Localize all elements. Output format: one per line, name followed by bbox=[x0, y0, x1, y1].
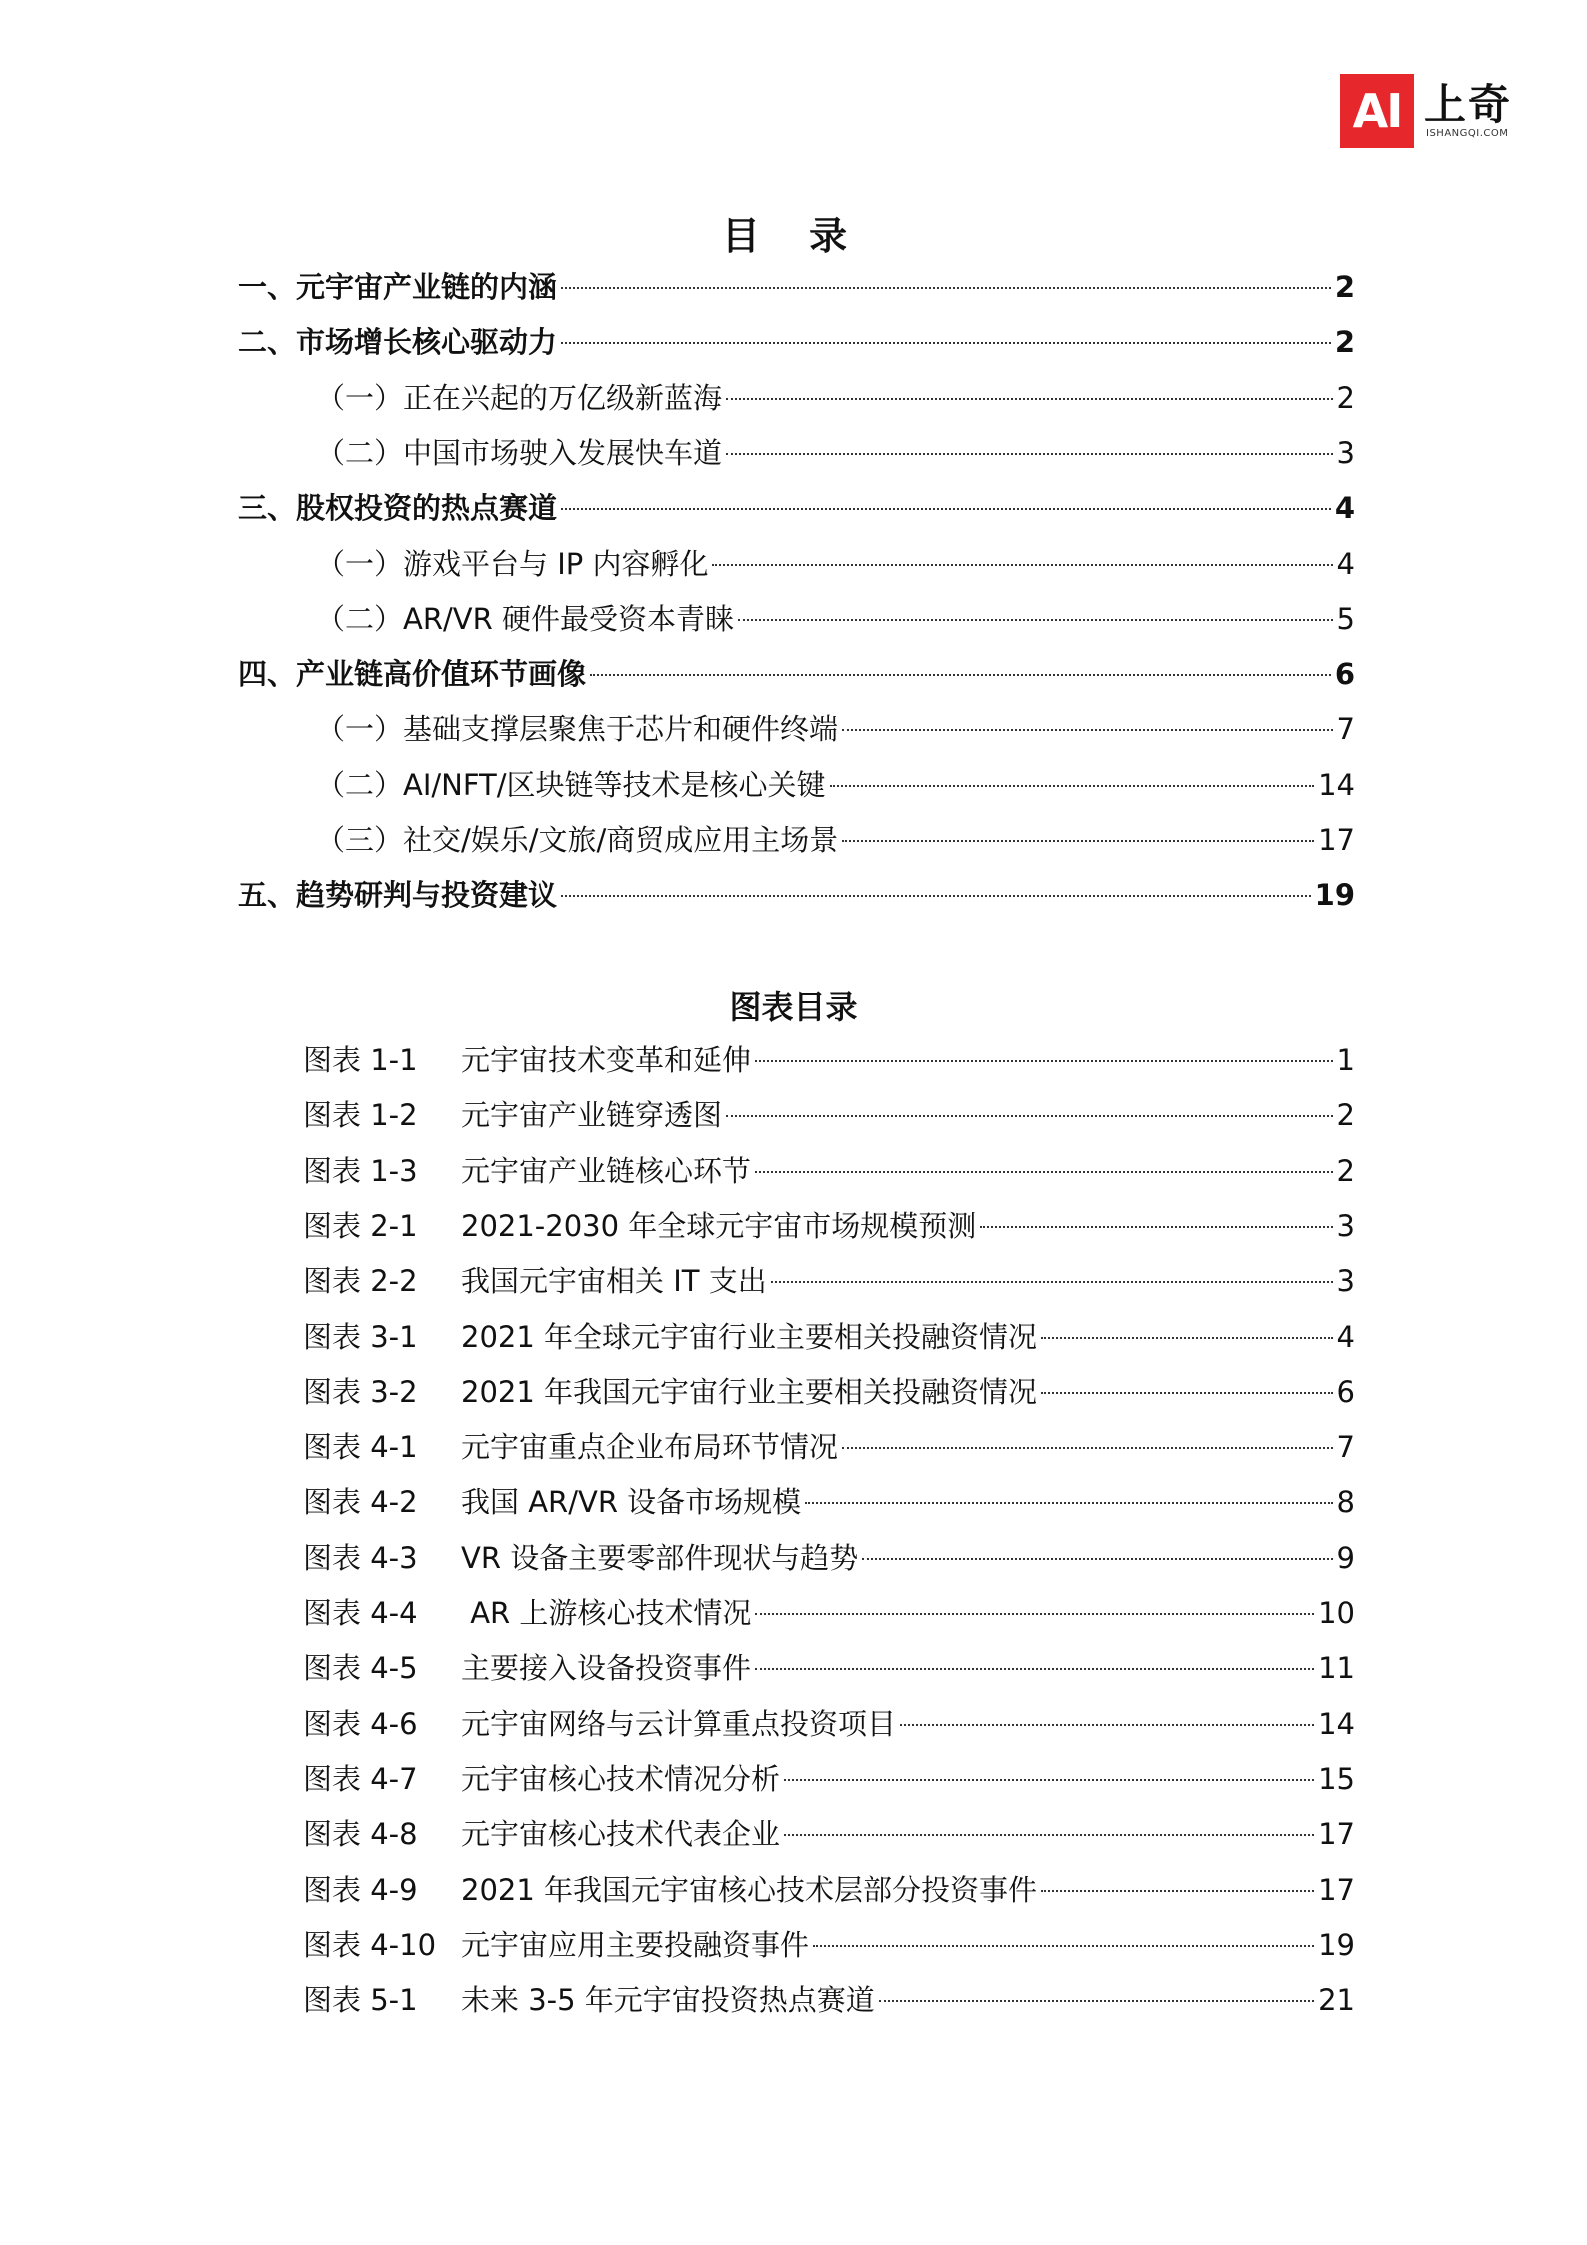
logo-mark bbox=[1340, 74, 1414, 148]
figure-entry-number: 图表 4-2 bbox=[303, 1485, 418, 1519]
figure-entry-page: 11 bbox=[1318, 1651, 1355, 1685]
toc-entry[interactable] bbox=[238, 488, 1355, 528]
logo-mark-text: AI bbox=[1352, 84, 1402, 138]
dot-leader bbox=[842, 729, 1333, 731]
logo-url: ISHANGQI.COM bbox=[1426, 128, 1509, 139]
toc-entry[interactable] bbox=[316, 544, 1355, 584]
figure-entry-number: 图表 4-9 bbox=[303, 1873, 418, 1907]
figure-entry-label: 元宇宙产业链核心环节 bbox=[461, 1154, 752, 1188]
toc-entry-page: 19 bbox=[1314, 878, 1355, 912]
figure-entry-page: 2 bbox=[1336, 1154, 1355, 1188]
toc-entry-label: （三）社交/娱乐/文旅/商贸成应用主场景 bbox=[316, 823, 839, 857]
figure-entry-label: 2021-2030 年全球元宇宙市场规模预测 bbox=[461, 1209, 977, 1243]
toc-entry-label: 五、趋势研判与投资建议 bbox=[238, 878, 558, 912]
dot-leader bbox=[1041, 1392, 1333, 1394]
figure-entry[interactable] bbox=[303, 1704, 1355, 1744]
figure-entry-label: 元宇宙产业链穿透图 bbox=[461, 1098, 723, 1132]
dot-leader bbox=[738, 619, 1333, 621]
dot-leader bbox=[561, 342, 1331, 344]
logo-name: 上奇 bbox=[1424, 80, 1513, 129]
dot-leader bbox=[726, 453, 1333, 455]
figure-entry-number: 图表 4-8 bbox=[303, 1817, 418, 1851]
figure-entry[interactable] bbox=[303, 1538, 1355, 1578]
figure-list-title: 图表目录 bbox=[729, 988, 858, 1026]
figure-entry-page: 15 bbox=[1318, 1762, 1355, 1796]
figure-entry-label: 主要接入设备投资事件 bbox=[461, 1651, 752, 1685]
figure-entry-number: 图表 3-1 bbox=[303, 1320, 418, 1354]
dot-leader bbox=[805, 1502, 1332, 1504]
figure-entry[interactable] bbox=[303, 1482, 1355, 1522]
figure-entry[interactable] bbox=[303, 1648, 1355, 1688]
dot-leader bbox=[784, 1779, 1314, 1781]
figure-entry-number: 图表 2-2 bbox=[303, 1264, 418, 1298]
dot-leader bbox=[755, 1060, 1333, 1062]
figure-entry-label: 2021 年我国元宇宙行业主要相关投融资情况 bbox=[461, 1375, 1038, 1409]
toc-entry-page: 14 bbox=[1318, 768, 1355, 802]
figure-entry[interactable] bbox=[303, 1870, 1355, 1910]
figure-entry-page: 9 bbox=[1336, 1541, 1355, 1575]
dot-leader bbox=[879, 2000, 1314, 2002]
dot-leader bbox=[842, 1447, 1333, 1449]
toc-entry[interactable] bbox=[316, 433, 1355, 473]
figure-entry-page: 3 bbox=[1336, 1264, 1355, 1298]
figure-entry[interactable] bbox=[303, 1040, 1355, 1080]
toc-entry[interactable] bbox=[238, 322, 1355, 362]
dot-leader bbox=[842, 840, 1314, 842]
figure-entry-page: 6 bbox=[1336, 1375, 1355, 1409]
figure-entry[interactable] bbox=[303, 1206, 1355, 1246]
dot-leader bbox=[813, 1945, 1314, 1947]
figure-entry-number: 图表 4-3 bbox=[303, 1541, 418, 1575]
figure-entry-page: 17 bbox=[1318, 1817, 1355, 1851]
toc-entry-page: 7 bbox=[1336, 712, 1355, 746]
toc-entry-page: 17 bbox=[1318, 823, 1355, 857]
dot-leader bbox=[900, 1724, 1314, 1726]
figure-entry-number: 图表 4-5 bbox=[303, 1651, 418, 1685]
figure-entry-label: 元宇宙应用主要投融资事件 bbox=[461, 1928, 810, 1962]
figure-entry-label: 元宇宙网络与云计算重点投资项目 bbox=[461, 1707, 897, 1741]
figure-entry[interactable] bbox=[303, 1317, 1355, 1357]
figure-entry-page: 1 bbox=[1336, 1043, 1355, 1077]
toc-entry[interactable] bbox=[238, 267, 1355, 307]
figure-entry-number: 图表 1-3 bbox=[303, 1154, 418, 1188]
toc-entry-page: 2 bbox=[1334, 270, 1355, 304]
dot-leader bbox=[1041, 1890, 1314, 1892]
figure-entry-page: 21 bbox=[1318, 1983, 1355, 2017]
figure-entry-number: 图表 2-1 bbox=[303, 1209, 418, 1243]
toc-entry-label: 四、产业链高价值环节画像 bbox=[238, 657, 587, 691]
toc-entry-label: （一）基础支撑层聚焦于芯片和硬件终端 bbox=[316, 712, 839, 746]
toc-entry-label: （一）游戏平台与 IP 内容孵化 bbox=[316, 547, 709, 581]
dot-leader bbox=[726, 398, 1333, 400]
figure-entry[interactable] bbox=[303, 1372, 1355, 1412]
toc-entry-label: （二）AI/NFT/区块链等技术是核心关键 bbox=[316, 768, 826, 802]
figure-entry-number: 图表 4-10 bbox=[303, 1928, 437, 1962]
toc-entry-page: 2 bbox=[1336, 381, 1355, 415]
figure-entry-page: 19 bbox=[1318, 1928, 1355, 1962]
figure-entry-page: 8 bbox=[1336, 1485, 1355, 1519]
brand-logo bbox=[1340, 74, 1530, 148]
figure-entry-number: 图表 1-1 bbox=[303, 1043, 418, 1077]
toc-title: 目 录 bbox=[721, 214, 866, 258]
dot-leader bbox=[771, 1281, 1333, 1283]
toc-entry-page: 2 bbox=[1334, 325, 1355, 359]
figure-entry-number: 图表 1-2 bbox=[303, 1098, 418, 1132]
toc-entry-label: 三、股权投资的热点赛道 bbox=[238, 491, 558, 525]
toc-entry-page: 6 bbox=[1334, 657, 1355, 691]
figure-entry-page: 10 bbox=[1318, 1596, 1355, 1630]
dot-leader bbox=[784, 1834, 1314, 1836]
toc-entry[interactable] bbox=[316, 765, 1355, 805]
figure-entry[interactable] bbox=[303, 1095, 1355, 1135]
figure-entry-label: 未来 3-5 年元宇宙投资热点赛道 bbox=[461, 1983, 875, 2017]
figure-entry-page: 14 bbox=[1318, 1707, 1355, 1741]
figure-entry[interactable] bbox=[303, 1151, 1355, 1191]
figure-entry-label: 2021 年我国元宇宙核心技术层部分投资事件 bbox=[461, 1873, 1038, 1907]
figure-entry-label: AR 上游核心技术情况 bbox=[461, 1596, 752, 1630]
figure-entry[interactable] bbox=[303, 1427, 1355, 1467]
toc-entry-page: 5 bbox=[1336, 602, 1355, 636]
figure-entry-label: 我国 AR/VR 设备市场规模 bbox=[461, 1485, 802, 1519]
dot-leader bbox=[561, 508, 1331, 510]
figure-entry-number: 图表 4-6 bbox=[303, 1707, 418, 1741]
toc-entry-page: 4 bbox=[1334, 491, 1355, 525]
figure-entry-label: 元宇宙核心技术情况分析 bbox=[461, 1762, 781, 1796]
toc-entry-label: （二）中国市场驶入发展快车道 bbox=[316, 436, 723, 470]
dot-leader bbox=[726, 1115, 1333, 1117]
toc-entry[interactable] bbox=[316, 599, 1355, 639]
dot-leader bbox=[862, 1558, 1332, 1560]
figure-entry-page: 7 bbox=[1336, 1430, 1355, 1464]
figure-entry-page: 4 bbox=[1336, 1320, 1355, 1354]
dot-leader bbox=[561, 287, 1331, 289]
figure-entry[interactable] bbox=[303, 1925, 1355, 1965]
figure-entry-page: 17 bbox=[1318, 1873, 1355, 1907]
figure-entry-page: 2 bbox=[1336, 1098, 1355, 1132]
figure-entry[interactable] bbox=[303, 1593, 1355, 1633]
toc-entry[interactable] bbox=[238, 654, 1355, 694]
figure-entry[interactable] bbox=[303, 1814, 1355, 1854]
toc-entry[interactable] bbox=[316, 709, 1355, 749]
dot-leader bbox=[755, 1613, 1314, 1615]
dot-leader bbox=[590, 674, 1331, 676]
toc-entry[interactable] bbox=[238, 875, 1355, 915]
figure-entry-number: 图表 4-4 bbox=[303, 1596, 418, 1630]
toc-entry-label: 一、元宇宙产业链的内涵 bbox=[238, 270, 558, 304]
figure-entry-label: VR 设备主要零部件现状与趋势 bbox=[461, 1541, 859, 1575]
toc-entry[interactable] bbox=[316, 378, 1355, 418]
figure-entry-number: 图表 5-1 bbox=[303, 1983, 418, 2017]
dot-leader bbox=[561, 895, 1311, 897]
toc-entry-label: 二、市场增长核心驱动力 bbox=[238, 325, 558, 359]
figure-entry-number: 图表 4-7 bbox=[303, 1762, 418, 1796]
figure-entry-label: 我国元宇宙相关 IT 支出 bbox=[461, 1264, 767, 1298]
dot-leader bbox=[830, 785, 1315, 787]
toc-entry-page: 4 bbox=[1336, 547, 1355, 581]
dot-leader bbox=[755, 1171, 1333, 1173]
figure-entry-number: 图表 3-2 bbox=[303, 1375, 418, 1409]
dot-leader bbox=[712, 564, 1332, 566]
figure-entry[interactable] bbox=[303, 1759, 1355, 1799]
figure-entry-label: 元宇宙技术变革和延伸 bbox=[461, 1043, 752, 1077]
figure-entry[interactable] bbox=[303, 1261, 1355, 1301]
figure-entry-label: 元宇宙重点企业布局环节情况 bbox=[461, 1430, 839, 1464]
figure-entry-label: 2021 年全球元宇宙行业主要相关投融资情况 bbox=[461, 1320, 1038, 1354]
dot-leader bbox=[1041, 1337, 1333, 1339]
dot-leader bbox=[755, 1668, 1314, 1670]
figure-entry-number: 图表 4-1 bbox=[303, 1430, 418, 1464]
toc-entry-label: （一）正在兴起的万亿级新蓝海 bbox=[316, 381, 723, 415]
figure-entry-page: 3 bbox=[1336, 1209, 1355, 1243]
dot-leader bbox=[980, 1226, 1332, 1228]
toc-entry-page: 3 bbox=[1336, 436, 1355, 470]
toc-entry-label: （二）AR/VR 硬件最受资本青睐 bbox=[316, 602, 734, 636]
figure-entry-label: 元宇宙核心技术代表企业 bbox=[461, 1817, 781, 1851]
figure-entry[interactable] bbox=[303, 1980, 1355, 2020]
toc-entry[interactable] bbox=[316, 820, 1355, 860]
